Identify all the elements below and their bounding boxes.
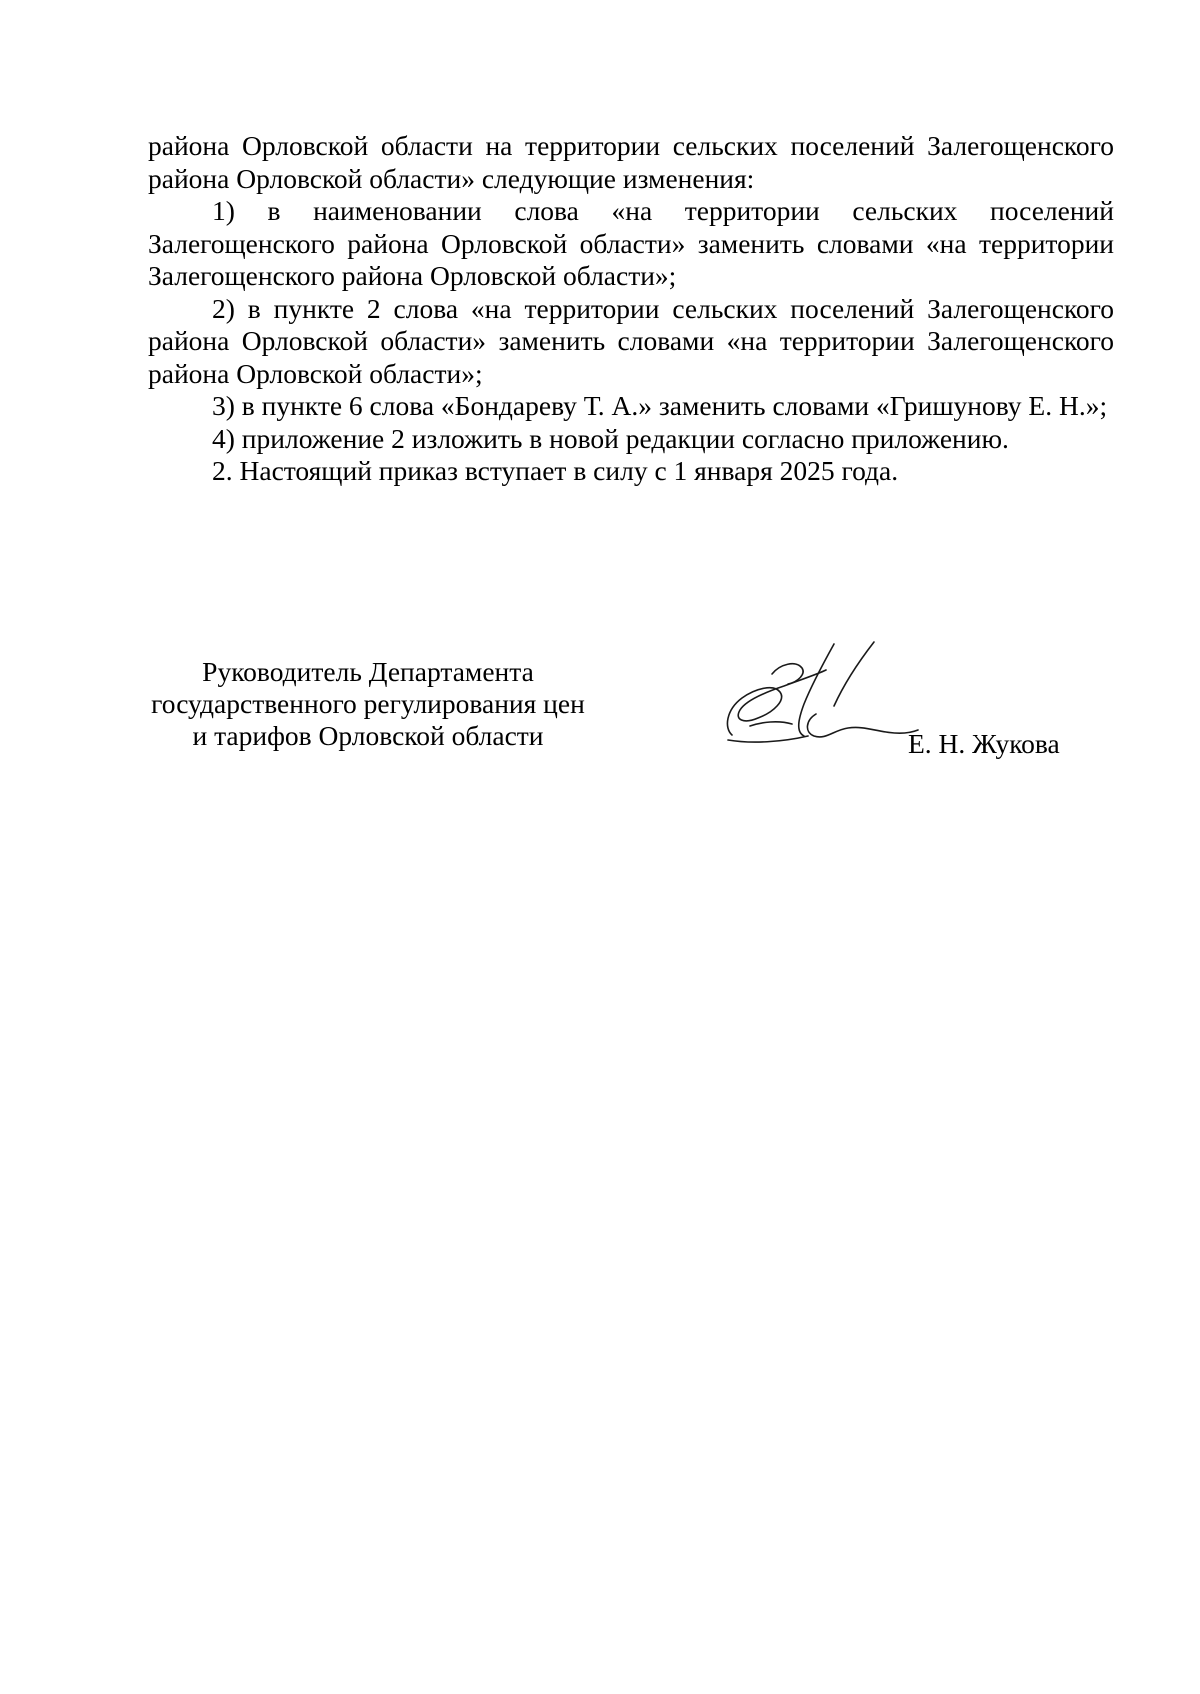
position-line-3: и тарифов Орловской области bbox=[192, 720, 544, 751]
position-line-1: Руководитель Департамента bbox=[202, 656, 534, 687]
paragraph-item-4: 4) приложение 2 изложить в новой редакции согласно приложению. bbox=[212, 422, 1009, 454]
handwritten-signature-icon bbox=[722, 640, 934, 760]
document-body bbox=[148, 130, 1114, 488]
paragraph-item-1: 1) в наименовании слова «на территории сельских поселений Залегощенского района Орловской области» заменить словами «на территории Залегощенского района Орловской области»; bbox=[148, 195, 1114, 291]
paragraph-effective-date: 2. Настоящий приказ вступает в силу с 1 января 2025 года. bbox=[212, 455, 899, 486]
signatory-position bbox=[128, 656, 608, 752]
paragraph-intro: района Орловской области на территории сельских поселений Залегощенского района Орловской области» следующие изменения: bbox=[148, 130, 1114, 194]
signer-name: Е. Н. Жукова bbox=[908, 728, 1060, 759]
paragraph-item-2: 2) в пункте 2 слова «на территории сельских поселений Залегощенского района Орловской области» заменить словами «на территории Залегощенского района Орловской области»; bbox=[148, 292, 1114, 389]
position-line-2: государственного регулирования цен bbox=[151, 688, 585, 719]
paragraph-item-3: 3) в пункте 6 слова «Бондареву Т. А.» заменить словами «Гришунову Е. Н.»; bbox=[212, 390, 1108, 421]
